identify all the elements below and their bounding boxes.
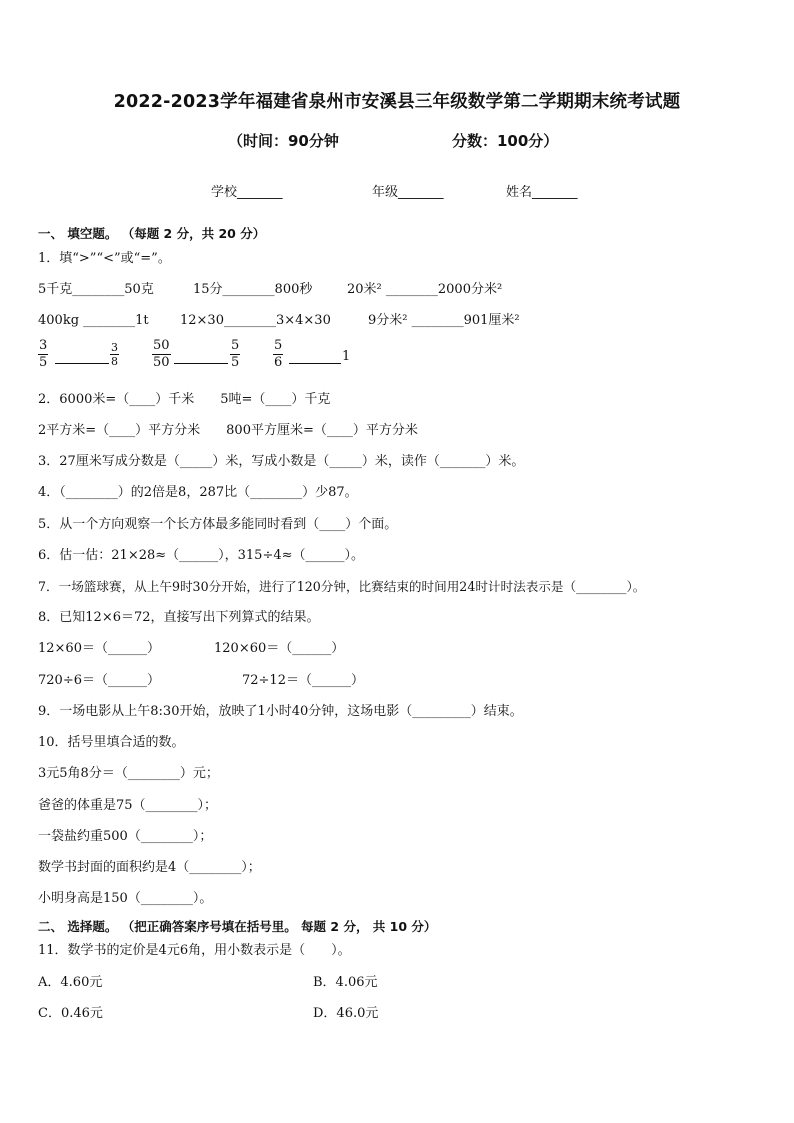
fraction: $\frac{5}{6}$ bbox=[274, 338, 283, 370]
page-title: 2022-2023学年福建省泉州市安溪县三年级数学第二学期期末统考试题 bbox=[113, 92, 681, 112]
question-10: 10．括号里填合适的数。 bbox=[38, 735, 185, 750]
q10-item: 爸爸的体重是75（________）； bbox=[38, 798, 218, 813]
q1-item: 12×30________3×4×30 bbox=[180, 313, 331, 328]
question-9: 9．一场电影从上午8:30开始，放映了1小时40分钟，这场电影（_________）结束。 bbox=[38, 704, 523, 719]
section-2-heading: 二、 选择题。 （把正确答案序号填在括号里。 每题 2 分， 共 10 分） bbox=[38, 919, 437, 934]
fraction: $\frac{5}{5}$ bbox=[231, 338, 240, 370]
question-1: 1．填“>”“<”或“=”。 bbox=[38, 251, 171, 266]
q10-item: 3元5角8分＝（________）元； bbox=[38, 766, 219, 781]
answer-blank[interactable] bbox=[289, 363, 341, 364]
option-a: A．4.60元 bbox=[38, 975, 103, 990]
q1-item: 20米² ________2000分米² bbox=[347, 282, 503, 297]
grade-field: 年级_______ bbox=[372, 185, 444, 200]
exam-score: 分数：100分） bbox=[452, 132, 559, 150]
option-c: C．0.46元 bbox=[38, 1006, 103, 1021]
question-7: 7．一场篮球赛，从上午9时30分开始，进行了120分钟，比赛结束的时间用24时计时法表示是（________）。 bbox=[38, 579, 646, 594]
q8-item: 720÷6＝（______） bbox=[38, 673, 160, 688]
q10-item: 一袋盐约重500（________）； bbox=[38, 829, 213, 844]
q1-item: 9分米² ________901厘米² bbox=[368, 313, 520, 328]
exam-time: （时间：90分钟 bbox=[228, 132, 339, 150]
fraction: $\frac{3}{5}$ bbox=[39, 338, 48, 370]
option-b: B．4.06元 bbox=[313, 975, 378, 990]
answer-blank[interactable] bbox=[55, 363, 109, 364]
q1-item: 5千克________50克 bbox=[38, 282, 154, 297]
question-11: 11．数学书的定价是4元6角，用小数表示是（ ）。 bbox=[38, 943, 351, 958]
section-1-heading: 一、 填空题。 （每题 2 分，共 20 分） bbox=[38, 226, 266, 241]
q8-item: 72÷12＝（______） bbox=[242, 673, 364, 688]
question-2: 2．6000米=（____）千米 5吨=（____）千克 bbox=[38, 392, 331, 407]
q8-item: 120×60＝（______） bbox=[214, 641, 345, 656]
q1-item: 400kg ________1t bbox=[38, 313, 149, 328]
question-4: 4．（________）的2倍是8，287比（________）少87。 bbox=[38, 485, 358, 500]
q10-item: 小明身高是150（________）。 bbox=[38, 891, 213, 906]
answer-blank[interactable] bbox=[174, 363, 228, 364]
question-3: 3．27厘米写成分数是（_____）米，写成小数是（_____）米，读作（_______）米。 bbox=[38, 454, 525, 469]
q8-item: 12×60＝（______） bbox=[38, 641, 160, 656]
school-field: 学校_______ bbox=[211, 185, 283, 200]
fraction: $\frac{50}{50}$ bbox=[153, 338, 170, 370]
question-8: 8．已知12×6＝72，直接写出下列算式的结果。 bbox=[38, 610, 320, 625]
q10-item: 数学书封面的面积约是4（________）； bbox=[38, 860, 261, 875]
option-d: D．46.0元 bbox=[313, 1006, 379, 1021]
fraction: $\frac{3}{8}$ bbox=[111, 341, 118, 368]
question-2-cont: 2平方米=（____）平方分米 800平方厘米=（____）平方分米 bbox=[38, 423, 418, 438]
whole-number: 1 bbox=[342, 349, 351, 364]
question-6: 6．估一估：21×28≈（______），315÷4≈（______）。 bbox=[38, 548, 365, 563]
name-field: 姓名_______ bbox=[506, 185, 578, 200]
question-5: 5．从一个方向观察一个长方体最多能同时看到（____）个面。 bbox=[38, 517, 398, 532]
q1-item: 15分________800秒 bbox=[193, 282, 313, 297]
